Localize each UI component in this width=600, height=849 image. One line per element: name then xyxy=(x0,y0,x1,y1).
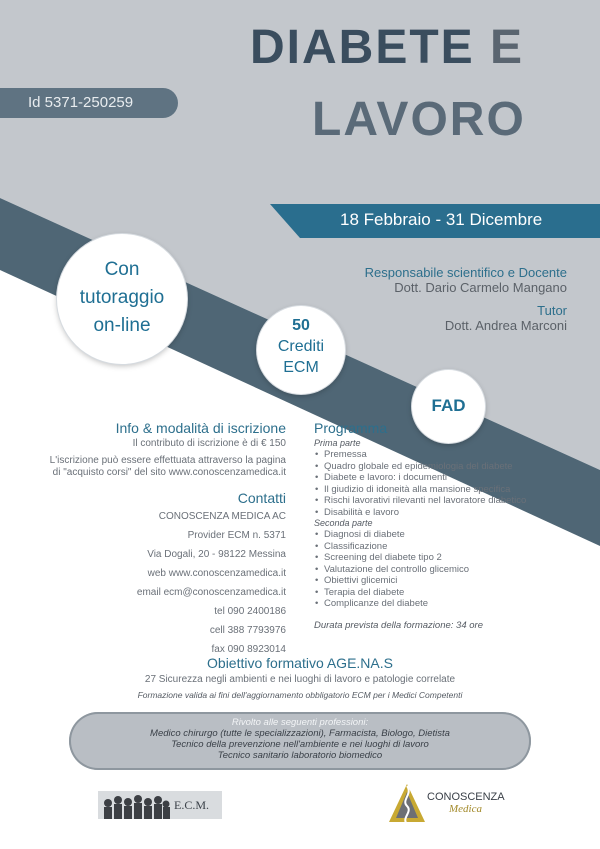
tutor-name: Dott. Andrea Marconi xyxy=(444,318,567,333)
svg-text:CONOSCENZA: CONOSCENZA xyxy=(427,791,505,803)
conoscenza-medica-emblem-icon xyxy=(387,780,527,826)
credits-label: Crediti xyxy=(277,338,325,355)
contact-web: web www.conoscenzamedica.it xyxy=(147,568,286,579)
tutoring-badge xyxy=(57,234,187,364)
credits-number: 50 xyxy=(292,317,310,334)
contact-line: Via Dogali, 20 - 98122 Messina xyxy=(147,549,286,560)
list-item: • Diagnosi di diabete xyxy=(314,529,554,541)
objective-heading: Obiettivo formativo AGE.NA.S xyxy=(207,655,393,671)
conoscenza-medica-logo xyxy=(387,780,527,826)
title-line-1: DIABETE E xyxy=(250,21,525,74)
list-item: • Diabete e lavoro: i documenti xyxy=(314,472,554,484)
list-item: • Premessa xyxy=(314,449,554,461)
profession-line: Tecnico della prevenzione nell'ambiente e nei luoghi di lavoro xyxy=(171,739,429,750)
program-duration: Durata prevista della formazione: 34 ore xyxy=(314,619,483,631)
contact-email: email ecm@conoscenzamedica.it xyxy=(136,587,286,598)
responsabile-block xyxy=(365,265,567,333)
objective-section xyxy=(0,654,600,702)
list-item: • Obiettivi glicemici xyxy=(314,575,554,587)
info-fee: Il contributo di iscrizione è di € 150 xyxy=(132,438,286,449)
profession-line: Tecnico sanitario laboratorio biomedico xyxy=(217,750,383,761)
credits-badge xyxy=(257,306,345,394)
contact-fax: fax 090 8923014 xyxy=(211,644,286,655)
credits-label-ecm: ECM xyxy=(283,359,319,376)
professions-heading: Rivolto alle seguenti professioni: xyxy=(231,717,369,728)
objective-text: 27 Sicurezza negli ambienti e nei luoghi di lavoro e patologie correlate xyxy=(144,674,456,685)
program-part1-list xyxy=(314,449,554,518)
professions-box xyxy=(69,712,531,770)
list-item: • Complicanze del diabete xyxy=(314,598,554,610)
list-item: • Il giudizio di idoneità alla mansione specifica xyxy=(314,484,554,496)
contacts-section xyxy=(26,489,286,659)
program-part-label: Seconda parte xyxy=(314,518,373,528)
list-item: • Valutazione del controllo glicemico xyxy=(314,564,554,576)
list-item: • Terapia del diabete xyxy=(314,587,554,599)
tutoring-badge-line: tutoraggio xyxy=(79,287,165,308)
tutoring-badge-line: on-line xyxy=(93,315,151,336)
program-part-label: Prima parte xyxy=(314,438,361,448)
profession-line: Medico chirurgo (tutte le specializzazioni), Farmacista, Biologo, Dietista xyxy=(150,728,450,739)
svg-text:Medica: Medica xyxy=(449,803,482,815)
list-item: • Quadro globale ed epidemiologia del diabete xyxy=(314,461,554,473)
contact-line: Provider ECM n. 5371 xyxy=(187,530,286,541)
program-heading: Programma xyxy=(314,420,388,436)
course-id-badge: Id 5371-250259 xyxy=(0,88,178,118)
responsabile-heading: Responsabile scientifico e Docente xyxy=(364,265,567,280)
svg-text:E.C.M.: E.C.M. xyxy=(174,798,210,812)
contact-cell: cell 388 7793976 xyxy=(209,625,286,636)
tutor-heading: Tutor xyxy=(537,303,567,318)
tutoring-badge-line: Con xyxy=(104,259,140,280)
program-part2-list xyxy=(314,529,554,610)
program-section xyxy=(314,418,554,631)
info-heading: Info & modalità di iscrizione xyxy=(115,420,286,436)
responsabile-name: Dott. Dario Carmelo Mangano xyxy=(394,280,567,295)
course-dates: 18 Febbraio - 31 Dicembre xyxy=(340,210,543,229)
list-item: • Screening del diabete tipo 2 xyxy=(314,552,554,564)
list-item: • Rischi lavorativi rilevanti nel lavoratore diabetico xyxy=(314,495,554,507)
objective-note: Formazione valida ai fini dell'aggiornamento obbligatorio ECM per i Medici Competenti xyxy=(137,690,463,700)
ecm-logo xyxy=(98,785,222,821)
contact-line: CONOSCENZA MEDICA AC xyxy=(158,511,286,522)
info-registration: L'iscrizione può essere effettuata attraverso la pagina xyxy=(49,455,286,466)
list-item: • Classificazione xyxy=(314,541,554,553)
info-registration-site: di "acquisto corsi" del sito www.conoscenzamedica.it xyxy=(52,467,286,478)
info-section xyxy=(26,418,286,479)
list-item: • Disabilità e lavoro xyxy=(314,507,554,519)
ecm-people-icon xyxy=(98,785,222,821)
contact-phone: tel 090 2400186 xyxy=(214,606,286,617)
title-line-2: LAVORO xyxy=(312,93,526,146)
contacts-heading: Contatti xyxy=(237,490,286,506)
fad-label: FAD xyxy=(431,396,466,415)
